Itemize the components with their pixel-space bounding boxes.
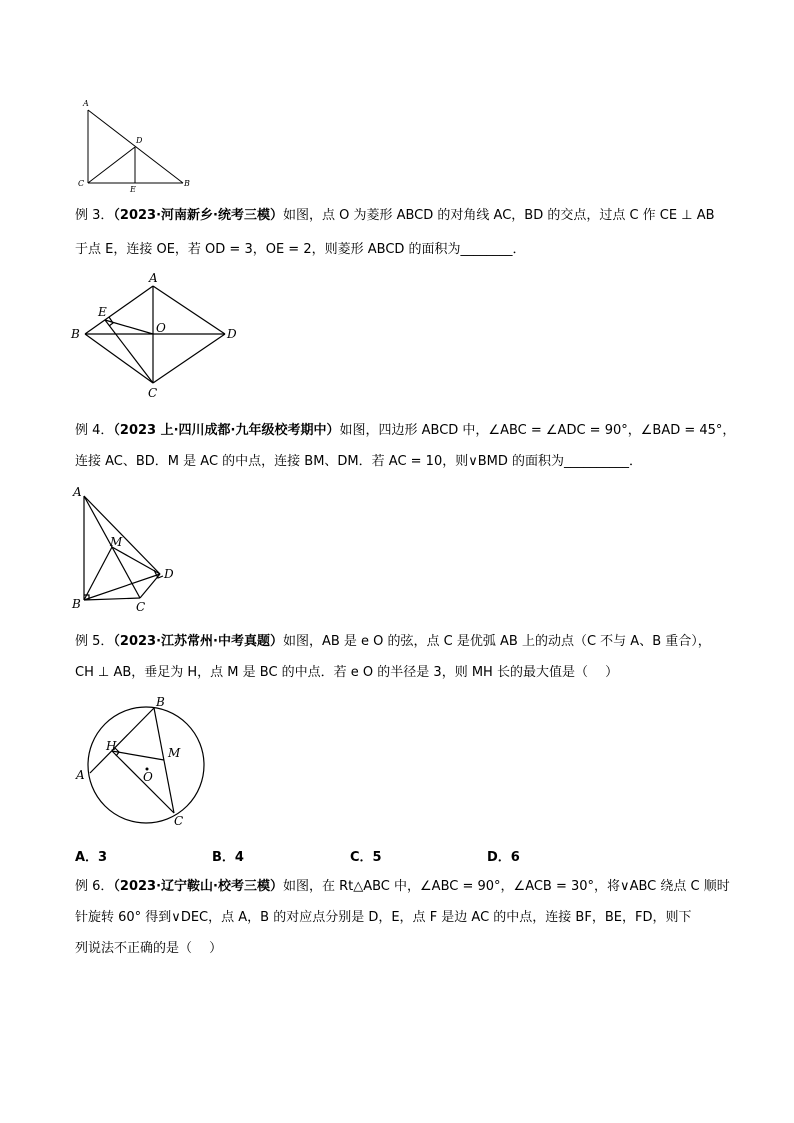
- label-a: A: [76, 768, 85, 782]
- ex5-text1: 如图，AB 是 e O 的弦，点 C 是优弧 AB 上的动点（C 不与 A、B 重合），: [282, 634, 711, 649]
- ex6-text1: 如图，在 Rt△ABC 中，∠ABC = 90°，∠ACB = 30°，将∨ABC 绕点 C 顺时: [282, 879, 730, 894]
- label-d: D: [136, 136, 143, 145]
- ex4-line1: [75, 423, 735, 439]
- ex5-option-c: C．5: [350, 850, 382, 865]
- label-d: D: [227, 327, 237, 341]
- chord-ab: [90, 708, 154, 773]
- figure-circle: [70, 695, 210, 830]
- ex3-source: （2023·河南新乡·统考三模）: [113, 208, 283, 223]
- label-b: B: [184, 179, 190, 188]
- ex6-line2: [75, 910, 691, 926]
- label-d: D: [164, 567, 174, 581]
- label-c: C: [174, 814, 184, 828]
- segment-ab: [85, 286, 153, 334]
- ex4-line2: [75, 454, 642, 470]
- ex6-text2: 针旋转 60° 得到∨DEC，点 A，B 的对应点分别是 D，E，点 F 是边 AC 的中点，连接 BF，BE，FD，则下: [75, 910, 692, 925]
- ex5-line2: [75, 665, 618, 681]
- segment-dc: [153, 334, 225, 383]
- ex3-text2: 于点 E，连接 OE，若 OD = 3，OE = 2，则菱形 ABCD 的面积为________．: [75, 242, 526, 257]
- ex5-option-a: A．3: [75, 850, 108, 865]
- ex5-option-b: B．4: [212, 850, 244, 865]
- circle-o: [88, 707, 204, 823]
- ex3-line2: [75, 242, 526, 258]
- label-c: C: [136, 600, 146, 614]
- label-o: O: [143, 770, 153, 784]
- label-m: M: [168, 746, 181, 760]
- ex4-text2: 连接 AC、BD．M 是 AC 的中点，连接 BM、DM．若 AC = 10，则∨BMD 的面积为__________．: [75, 454, 643, 469]
- label-a: A: [83, 99, 89, 108]
- ex3-line1: [75, 208, 715, 224]
- ex5-source: （2023·江苏常州·中考真题）: [113, 634, 283, 649]
- label-a: A: [73, 485, 82, 499]
- ex5-option-d: D．6: [487, 850, 520, 865]
- label-o: O: [156, 321, 166, 335]
- ex6-line1: [75, 879, 730, 895]
- figure-rhombus: [65, 268, 245, 403]
- ex6-prefix: 例 6．: [75, 879, 114, 894]
- ex3-prefix: 例 3．: [75, 208, 114, 223]
- ex5-text2: CH ⊥ AB，垂足为 H，点 M 是 BC 的中点．若 e O 的半径是 3，则 MH 长的最大值是（ ）: [75, 665, 619, 680]
- label-h: H: [106, 739, 117, 753]
- ex6-text3: 列说法不正确的是（ ）: [75, 941, 223, 956]
- segment-bc: [84, 598, 140, 600]
- segment-ce: [105, 320, 153, 383]
- label-b: B: [156, 695, 165, 709]
- figure-right-triangle: [78, 95, 198, 195]
- ex3-text1: 如图，点 O 为菱形 ABCD 的对角线 AC，BD 的交点，过点 C 作 CE ⊥ AB: [282, 208, 715, 223]
- label-b: B: [72, 597, 81, 611]
- label-b: B: [71, 327, 80, 341]
- ex5-line1: [75, 634, 711, 650]
- ex6-line3: [75, 941, 222, 957]
- label-c: C: [148, 386, 158, 400]
- ex4-source: （2023 上·四川成都·九年级校考期中）: [113, 423, 340, 438]
- label-c: C: [78, 179, 85, 188]
- segment-cd: [88, 147, 135, 183]
- ex5-prefix: 例 5．: [75, 634, 114, 649]
- ex6-source: （2023·辽宁鞍山·校考三模）: [113, 879, 283, 894]
- segment-bc: [85, 334, 153, 383]
- label-e: E: [130, 185, 136, 194]
- label-e: E: [98, 305, 107, 319]
- label-a: A: [149, 271, 158, 285]
- ex4-text1: 如图，四边形 ABCD 中，∠ABC = ∠ADC = 90°，∠BAD = 45°，: [339, 423, 736, 438]
- ex4-prefix: 例 4．: [75, 423, 114, 438]
- segment-bc: [154, 708, 174, 813]
- figure-quadrilateral: [68, 484, 188, 614]
- label-m: M: [110, 535, 123, 549]
